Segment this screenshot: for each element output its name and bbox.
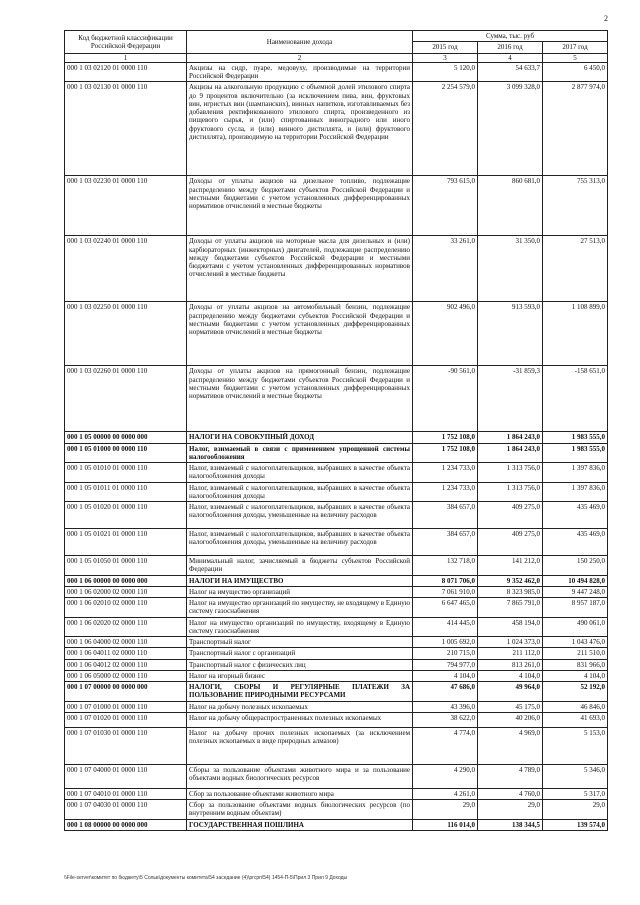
budget-code: 000 1 03 02250 01 0000 110 [65,302,187,366]
table-row [65,586,608,597]
revenue-name: Доходы от уплаты акцизов на дизельное топливо, подлежащие распределению между бюджетами субъектов Российской Федерации и местными бюджетами с учетом установленных дифференцированных нормативов отчислений в местные бюджеты [187,176,413,236]
revenue-name: Налог, взимаемый в связи с применением упрощенной системы налогообложения [187,443,413,463]
revenue-name: НАЛОГИ НА СОВОКУПНЫЙ ДОХОД [187,432,413,443]
table-row [65,556,608,576]
revenue-name: Налог, взимаемый с налогоплательщиков, выбравших в качестве объекта налогообложения доходы [187,463,413,483]
amount-2015: 47 686,0 [413,682,478,702]
budget-code: 000 1 03 02240 01 0000 110 [65,236,187,302]
table-row [65,463,608,483]
amount-2016: 1 024 373,0 [478,637,543,648]
revenue-name: НАЛОГИ НА ИМУЩЕСТВО [187,575,413,586]
amount-2017: 435 469,0 [543,502,608,529]
amount-2016: -31 859,3 [478,366,543,432]
amount-2015: 116 014,0 [413,819,478,830]
amount-2016: 4 104,0 [478,670,543,681]
revenue-table [64,30,608,831]
revenue-name: Налог на игорный бизнес [187,670,413,681]
budget-code: 000 1 07 04030 01 0000 110 [65,800,187,820]
budget-code: 000 1 06 02000 02 0000 110 [65,586,187,597]
amount-2016: 4 760,0 [478,788,543,799]
table-row [65,82,608,176]
amount-2016: 813 261,0 [478,659,543,670]
budget-code: 000 1 06 00000 00 0000 000 [65,575,187,586]
table-row [65,800,608,820]
budget-code: 000 1 06 02020 02 0000 110 [65,617,187,637]
amount-2016: 49 964,0 [478,682,543,702]
amount-2017: 490 061,0 [543,617,608,637]
revenue-name: Транспортный налог с физических лиц [187,659,413,670]
amount-2017: 1 983 555,0 [543,432,608,443]
table-row [65,637,608,648]
budget-code: 000 1 05 00000 00 0000 000 [65,432,187,443]
amount-2017: 1 397 836,0 [543,463,608,483]
amount-2016: 409 275,0 [478,502,543,529]
table-row [65,788,608,799]
amount-2015: 4 104,0 [413,670,478,681]
revenue-name: Транспортный налог с организаций [187,648,413,659]
amount-2016: 141 212,0 [478,556,543,576]
revenue-name: Минимальный налог, зачисляемый в бюджеты субъектов Российской Федерации [187,556,413,576]
amount-2015: 1 752 108,0 [413,432,478,443]
amount-2015: 794 977,0 [413,659,478,670]
column-index: 1 [65,53,187,62]
amount-2015: 2 254 579,0 [413,82,478,176]
amount-2015: 902 496,0 [413,302,478,366]
revenue-name: Налог на имущество организаций по имуществу, не входящему в Единую систему газоснабжения [187,598,413,618]
revenue-name: Сбор за пользование объектами водных биологических ресурсов (по внутренним водным объектам) [187,800,413,820]
amount-2017: 211 510,0 [543,648,608,659]
header-row [65,31,608,42]
revenue-name: НАЛОГИ, СБОРЫ И РЕГУЛЯРНЫЕ ПЛАТЕЖИ ЗА ПОЛЬЗОВАНИЕ ПРИРОДНЫМИ РЕСУРСАМИ [187,682,413,702]
amount-2015: 43 396,0 [413,701,478,712]
table-row [65,648,608,659]
amount-2017: 1 397 836,0 [543,482,608,502]
amount-2015: 384 657,0 [413,529,478,556]
column-index: 3 [413,53,478,62]
amount-2016: 40 206,0 [478,712,543,727]
amount-2017: 41 693,0 [543,712,608,727]
amount-2015: 1 752 108,0 [413,443,478,463]
amount-2016: 8 323 985,0 [478,586,543,597]
amount-2015: 4 774,0 [413,727,478,764]
amount-2017: 435 469,0 [543,529,608,556]
budget-code: 000 1 06 02010 02 0000 110 [65,598,187,618]
budget-code: 000 1 05 01000 00 0000 110 [65,443,187,463]
amount-2017: -158 651,0 [543,366,608,432]
amount-2017: 2 877 974,0 [543,82,608,176]
revenue-name: Доходы от уплаты акцизов на автомобильный бензин, подлежащие распределению между бюджетами субъектов Российской Федерации и местными бюджетами с учетом установленных дифференцированных нормативов отчислений в местные бюджеты [187,302,413,366]
budget-code: 000 1 07 04000 01 0000 110 [65,764,187,788]
table-row [65,302,608,366]
budget-code: 000 1 07 04010 01 0000 110 [65,788,187,799]
amount-2017: 1 108 899,0 [543,302,608,366]
revenue-name: Налог на добычу полезных ископаемых [187,701,413,712]
table-row [65,432,608,443]
amount-2017: 1 043 476,0 [543,637,608,648]
header-name: Наименование дохода [187,31,413,54]
column-index: 2 [187,53,413,62]
revenue-name: Налог, взимаемый с налогоплательщиков, выбравших в качестве объекта налогообложения доходы, уменьшенные на величину расходов [187,502,413,529]
table-row [65,617,608,637]
amount-2016: 138 344,5 [478,819,543,830]
amount-2016: 1 864 243,0 [478,443,543,463]
amount-2017: 9 447 248,0 [543,586,608,597]
amount-2015: 38 622,0 [413,712,478,727]
amount-2015: 4 261,0 [413,788,478,799]
revenue-name: Транспортный налог [187,637,413,648]
amount-2017: 5 346,0 [543,764,608,788]
table-row [65,598,608,618]
amount-2016: 913 593,0 [478,302,543,366]
table-row [65,701,608,712]
revenue-name: Сборы за пользование объектами животного мира и за пользование объектами водных биологических ресурсов [187,764,413,788]
amount-2017: 139 574,0 [543,819,608,830]
amount-2015: 793 615,0 [413,176,478,236]
revenue-name: Налог на добычу общераспространенных полезных ископаемых [187,712,413,727]
amount-2016: 1 864 243,0 [478,432,543,443]
amount-2017: 27 513,0 [543,236,608,302]
table-row [65,502,608,529]
amount-2015: 1 005 692,0 [413,637,478,648]
amount-2016: 4 789,0 [478,764,543,788]
budget-code: 000 1 05 01021 01 0000 110 [65,529,187,556]
table-body [65,62,608,830]
revenue-name: Акцизы на алкогольную продукцию с объемной долей этилового спирта до 9 процентов включительно (за исключением пива, вин, фруктовых вин, игристых вин (шампанских), винных напитков, изготавливаемых без добавления ректификованного этилового спирта, произведенного из пищевого сырья, и (или) спиртованных виноградного или иного фруктового сусла, и (или) винного дистиллята, и (или) фруктового дистиллята), производимую на территории Российской Федерации [187,82,413,176]
table-row [65,727,608,764]
amount-2016: 45 175,0 [478,701,543,712]
table-row [65,712,608,727]
amount-2015: 210 715,0 [413,648,478,659]
budget-code: 000 1 07 01000 01 0000 110 [65,701,187,712]
revenue-name: Акцизы на сидр, пуаре, медовуху, производимые на территории Российской Федерации [187,62,413,82]
header-year-2016: 2016 год [478,42,543,53]
table-row [65,236,608,302]
revenue-name: ГОСУДАРСТВЕННАЯ ПОШЛИНА [187,819,413,830]
revenue-name: Налог, взимаемый с налогоплательщиков, выбравших в качестве объекта налогообложения доходы, уменьшенные на величину расходов [187,529,413,556]
amount-2016: 31 350,0 [478,236,543,302]
revenue-name: Сбор за пользование объектами животного мира [187,788,413,799]
table-row [65,529,608,556]
budget-code: 000 1 05 01010 01 0000 110 [65,463,187,483]
amount-2017: 4 104,0 [543,670,608,681]
table-row [65,659,608,670]
amount-2016: 54 633,7 [478,62,543,82]
amount-2015: 414 445,0 [413,617,478,637]
amount-2015: 1 234 733,0 [413,463,478,483]
column-index: 5 [543,53,608,62]
revenue-name: Налог на имущество организаций по имуществу, входящему в Единую систему газоснабжения [187,617,413,637]
header-year-2015: 2015 год [413,42,478,53]
revenue-name: Доходы от уплаты акцизов на прямогонный бензин, подлежащие распределению между бюджетами субъектов Российской Федерации и местными бюджетами с учетом установленных дифференцированных нормативов отчислений в местные бюджеты [187,366,413,432]
amount-2016: 4 969,0 [478,727,543,764]
budget-code: 000 1 03 02260 01 0000 110 [65,366,187,432]
budget-code: 000 1 05 01050 01 0000 110 [65,556,187,576]
budget-code: 000 1 06 04012 02 0000 110 [65,659,187,670]
budget-code: 000 1 08 00000 00 0000 000 [65,819,187,830]
amount-2017: 29,0 [543,800,608,820]
revenue-name: Налог, взимаемый с налогоплательщиков, выбравших в качестве объекта налогообложения доходы [187,482,413,502]
amount-2015: 7 061 910,0 [413,586,478,597]
amount-2016: 29,0 [478,800,543,820]
revenue-name: Налог на имущество организаций [187,586,413,597]
amount-2017: 6 450,0 [543,62,608,82]
amount-2015: 29,0 [413,800,478,820]
table-row [65,682,608,702]
budget-code: 000 1 07 00000 00 0000 000 [65,682,187,702]
amount-2016: 9 352 462,0 [478,575,543,586]
column-index-row [65,53,608,62]
amount-2016: 211 112,0 [478,648,543,659]
amount-2017: 46 846,0 [543,701,608,712]
table-row [65,443,608,463]
budget-code: 000 1 07 01020 01 0000 110 [65,712,187,727]
budget-code: 000 1 07 01030 01 0000 110 [65,727,187,764]
amount-2015: 384 657,0 [413,502,478,529]
budget-code: 000 1 06 05000 02 0000 110 [65,670,187,681]
amount-2016: 1 313 756,0 [478,482,543,502]
amount-2017: 52 192,0 [543,682,608,702]
amount-2016: 409 275,0 [478,529,543,556]
amount-2017: 8 957 187,0 [543,598,608,618]
amount-2015: 6 647 465,0 [413,598,478,618]
amount-2017: 150 250,0 [543,556,608,576]
budget-code: 000 1 03 02230 01 0000 110 [65,176,187,236]
amount-2017: 10 494 828,0 [543,575,608,586]
amount-2017: 755 313,0 [543,176,608,236]
budget-code: 000 1 03 02130 01 0000 110 [65,82,187,176]
amount-2015: -90 561,0 [413,366,478,432]
amount-2016: 7 865 791,0 [478,598,543,618]
amount-2015: 5 120,0 [413,62,478,82]
amount-2015: 8 071 706,0 [413,575,478,586]
table-row [65,176,608,236]
table-row [65,62,608,82]
column-index: 4 [478,53,543,62]
amount-2016: 3 099 328,0 [478,82,543,176]
table-row [65,366,608,432]
amount-2016: 458 194,0 [478,617,543,637]
amount-2017: 5 317,0 [543,788,608,799]
file-path-footer: \\File-server\комитет по бюджету\5 Сольв\документы комитета\54 заседание (4)\ргсрп\54) 1454-П-5\Прил 3 Прил 9 Доходы [64,875,348,881]
table-row [65,482,608,502]
header-sum: Сумма, тыс. руб [413,31,608,42]
amount-2016: 860 681,0 [478,176,543,236]
amount-2015: 1 234 733,0 [413,482,478,502]
budget-code: 000 1 06 04000 02 0000 110 [65,637,187,648]
amount-2015: 4 290,0 [413,764,478,788]
table-row [65,764,608,788]
budget-code: 000 1 05 01020 01 0000 110 [65,502,187,529]
header-code: Код бюджетной классификации Российской Федерации [65,31,187,54]
amount-2017: 1 983 555,0 [543,443,608,463]
budget-code: 000 1 05 01011 01 0000 110 [65,482,187,502]
amount-2017: 831 966,0 [543,659,608,670]
revenue-name: Налог на добычу прочих полезных ископаемых (за исключением полезных ископаемых в виде природных алмазов) [187,727,413,764]
amount-2016: 1 313 756,0 [478,463,543,483]
revenue-name: Доходы от уплаты акцизов на моторные масла для дизельных и (или) карбюраторных (инжекторных) двигателей, подлежащие распределению между бюджетами субъектов Российской Федерации и местными бюджетами с учетом установленных дифференцированных нормативов отчислений в местные бюджеты [187,236,413,302]
budget-code: 000 1 03 02120 01 0000 110 [65,62,187,82]
table-row [65,819,608,830]
header-year-2017: 2017 год [543,42,608,53]
table-row [65,670,608,681]
amount-2015: 33 261,0 [413,236,478,302]
page-number: 2 [604,14,608,23]
table-row [65,575,608,586]
amount-2017: 5 153,0 [543,727,608,764]
amount-2015: 132 718,0 [413,556,478,576]
budget-code: 000 1 06 04011 02 0000 110 [65,648,187,659]
